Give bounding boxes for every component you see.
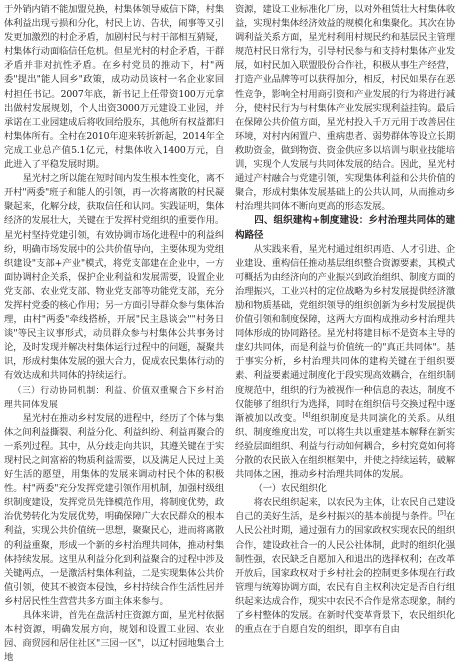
- paragraph-text: 从实践来看，星光村通过组织再造、人才引进、企业建设、重构信任推动基层组织整合资源要素，其模式可概括为由经济向的产业振兴到政治组织、制度方面的治理振兴，工业兴村的定位战略为乡村发展提供经济激励和物质基础，党组织领导的组织创新为乡村发展提供价值引领和制度保障，这两大方面构成推动乡村治理共同体形成的协同路径。星光村将建目标不是资本主导的虚幻共同体，而是利益与价值统一的"真正共同体"。基于事实分析，乡村治理共同体的建构关键在于组织要素、利益要素通过制度化于段实现高效耦合，在组织制度规范中，组织的行为被视作一种信息的表达，制度不仅能够了组织行为选择，同时在组织信号交换过程中逐渐被加以改变。: [235, 243, 455, 424]
- section-heading: 四、组织建构+制度建设：乡村治理共同体的建构路径: [235, 215, 455, 241]
- citation: [5]: [437, 510, 446, 518]
- paragraph: [235, 496, 455, 637]
- subsection-heading: （一）农民组织化: [253, 483, 327, 495]
- paragraph-text: 在人民公社时期，通过强有力的国家政权实现农民的组织合作，建设政社合一的人民公社体制，此时的组织化强制性强，农民缺乏自愿加入和退出的选择权利；在改革开放后，国家政权对于乡村社会的控制更多体现在行政管理与统筹协调方面，农民有自主权利决定是否自行组织起来达成合作，现实中农民不合作是常态现象，制约了乡村整体的发展。在新时代变革背景下，农民组织化的重点在于自愿自发的组织，即享有自由: [235, 511, 455, 636]
- right-column: [235, 3, 455, 637]
- paragraph: [235, 243, 455, 483]
- left-column: [4, 3, 224, 665]
- paragraph: 具体来讲，首先在盘活村庄资源方面，星光村依据本村资源，明确发展方向，规划和设置工业园、农业园、商贸园和居住社区"三园一区"，以辽村园地集合土地: [4, 610, 224, 664]
- citation: [4]: [302, 411, 311, 419]
- paragraph: 资源，建设工业标准化厂房，以对外租赁壮大村集体收益，实现村集体经济效益的规模化和集聚化。其次在协调利益关系方面，星光村利用村规民约和基层民主管理规范村民日常行为，引导村民参与和支持村集体产业发展，如村民加入联盟股份合作社，积极从事生产经营，打造产业品牌等可以获得加分，相反，村民如果存在恶性竞争，影响全村用商引资和产业发展的行为将进行减分，使村民行为与村集体产业发展实现利益挂钩。最后在保障公共价值方面，星光村投入千万元用于改善居住环境，对村内闲置户、重病患者、弱势群体等设立长期救助资金，做到物资、资金供应多以培训与职业技能培训，实现个人发展与共同体发展的结合。因此，星光村通过产村融合与党建引领，实现集体利益和公共价值的聚合，形成村集体发展基础上的公共认同，从而推动乡村治理共同体不断向更高的形态发展。: [235, 4, 455, 213]
- paragraph: 星光村在推动乡村发展的进程中，经历了个体与集体之间利益撕裂、利益分化、利益纠纷、利益再聚合的一系列过程。其中，从分歧走向共识，其遵关键在于实现村民之间富裕的物质利益需要，以及满足人民过上美好生活的愿望，用集体的发展来调动村民个体的积极性。村"两委"充分发挥党建引领作用机制，加强村级组织制度建设，发挥党员先锋模范作用，将制度优势，政治优势转化为发展优势，明确保障广大农民群众的根本利益，实现公共价值统一思想，聚聚民心，进而将离散的利益重聚，形成一个新的乡村治理共同体，推动村集体持续发展。这里从利益分化到利益聚合的过程中涉及关键两点，一是激活村集体利益，二是实现集体公共价值引领，使其不被资本侵蚀，乡村持续合作生活性居并乡村居民性生营营共多方面主体来参与。: [4, 412, 224, 607]
- subsection-heading: （三）行动协同机制：利益、价值双重聚合下乡村治理共同体发展: [4, 385, 224, 410]
- paragraph: 于外销内销不能加盟兑换，村集体领导威信下降，村集体利益出现亏损和分化，村民上访、告状，闹事等又引发更加激烈的村企矛盾，加剧村民与村干部相互猜疑，村集体行动面临信任危机。但星光村的村企矛盾，干群矛盾并非对抗性矛盾。在乡村党员的推动下，村"两委"提出"能人回乡"政策，成功动员该村一名企业家回村担任书记。2007年底，新书记上任带资100万元拿出做村发展规划，个人出资3000万元建设工业园，并承诺在工业园建成后将收回给股东，其他所有权益都归村集体所有。全村在2010年迎来转折新起，2014年全完成工业总产值5.1亿元，村集体收入1400万元，自此进入了平稳发展时期。: [4, 4, 224, 171]
- paragraph: 星光村之所以能在短时间内发生根本性变化，离不开村"两委"班子和能人的引领，再一次将离散的村民凝聚起来，化解分歧，获取信任和认同。实践证明，集体经济的发展壮大，关键在于发挥村党组织的重要作用。星光村坚持党建引领，有效协调市场化进程中的利益纠纷，明确市场发展中的公共价值导向，主要体现为党组织建设"支部+产业"模式，将党支部建在企业中，一方面协调村企关系，保护企业利益和发展需要，设置企业党支部、农业党支部、物业党支部等功能党支部，充分发挥村党委的核心作用；另一方面引导群众参与集体治理，由村"两委"牵线搭桥，开展"民主恳谈会""村务日谈"等民主议事形式，动员群众参与村集体公共事务讨论，及时发现并解决村集体运行过程中的问题，凝聚共识，形成村集体发展的强大合力，促成农民集体行动的有效达成和共同体的持续运行。: [4, 173, 224, 382]
- paragraph-text: 将农民组织起来，以农民为主体，让农民自己建设自己的美好生活，是乡村振兴的基本前提与条件。: [235, 497, 455, 523]
- paragraph-text: 组织制度是共同演化的关系。从组织、制度维度出发，可以将生共以重建基本解释在新实经验层面组织、利益与行动如何耦合，乡村究竟如何将分散的农民嵌入在组织框架中，并使之持续运转，破解共同体之困，推动乡村治理共同体的发展。: [235, 412, 455, 481]
